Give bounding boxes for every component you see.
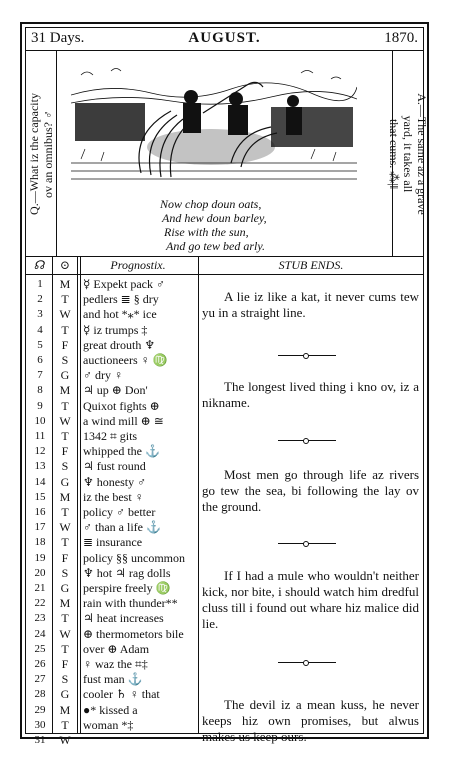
day-number: 26 — [34, 658, 46, 670]
day-number: 17 — [34, 521, 46, 534]
harvest-woodcut-image — [71, 63, 357, 183]
day-number: 18 — [34, 536, 46, 549]
day-number: 1 — [37, 278, 43, 290]
day-number: 27 — [34, 673, 46, 686]
day-letter: F — [61, 337, 69, 352]
day-number: 19 — [34, 551, 46, 564]
day-number: 22 — [34, 597, 46, 610]
day-number: 5 — [37, 338, 43, 351]
day-number: 12 — [34, 445, 46, 458]
table-row — [26, 338, 198, 353]
verse-line: Rise with the sun, — [164, 225, 249, 239]
day-letter: W — [59, 413, 71, 428]
prognostix-text: policy §§ uncommon — [83, 550, 185, 565]
answer-sidebar — [387, 51, 429, 256]
day-number: 31 — [34, 734, 46, 746]
prognostix-text: ☿ iz trumps ‡ — [83, 322, 148, 337]
table-row — [26, 323, 198, 338]
table-row — [26, 475, 198, 490]
prognostix-text: ♂ dry ♀ — [83, 368, 123, 383]
prognostix-text: whipped the ⚓ — [83, 444, 160, 459]
prognostix-text: ≣ insurance — [83, 535, 143, 550]
table-row — [26, 307, 198, 322]
day-number: 20 — [34, 566, 46, 579]
day-number: 13 — [34, 460, 46, 473]
prognostix-text: ♃ fust round — [83, 459, 146, 474]
table-row — [26, 566, 198, 581]
day-letter: W — [59, 520, 71, 535]
prognostix-text: ●* kissed a — [83, 702, 138, 717]
table-row — [26, 277, 198, 292]
prognostix-text: perspire freely ♍ — [83, 581, 171, 595]
answer-line-2: yard, it takes all — [401, 115, 415, 192]
table-row — [26, 444, 198, 459]
stub-paragraph: If I had a mule who wouldn't neither kick, nor bite, i should watch him dredful cluss till i found out whare hiz malice did lie. — [202, 568, 419, 631]
prognostix-text: and hot *⁎* ice — [83, 307, 157, 322]
page-frame — [25, 27, 429, 747]
table-row — [26, 687, 198, 702]
prognostix-text: auctioneers ♀ ♍ — [83, 353, 168, 367]
prognostix-text: fust man ⚓ — [83, 672, 143, 687]
ornament-divider — [278, 440, 336, 441]
day-letter: M — [59, 383, 71, 398]
day-number: 15 — [34, 490, 46, 503]
question-text — [27, 93, 55, 215]
day-letter: W — [59, 626, 71, 641]
prognostix-text: great drouth ♆ — [83, 337, 156, 352]
prognostix-text: ⊕ thermometors bile — [83, 626, 184, 641]
prognostix-text: ♂ than a life ⚓ — [83, 520, 161, 535]
answer-text — [387, 93, 429, 215]
table-row — [26, 368, 198, 383]
day-letter: T — [61, 398, 69, 413]
table-row — [26, 429, 198, 444]
table-row — [26, 642, 198, 657]
node-column-header: ☊ — [26, 257, 52, 275]
day-letter: T — [61, 641, 69, 656]
table-row — [26, 520, 198, 535]
calendar-table — [26, 257, 423, 747]
table-row — [26, 490, 198, 505]
stub-paragraph: Most men go through life az rivers go tew the sea, bi following the lay ov the ground. — [202, 467, 419, 514]
prognostix-text: ♃ up ⊕ Don' — [83, 383, 148, 398]
day-number: 14 — [34, 475, 46, 488]
table-row — [26, 292, 198, 307]
stub-paragraph: A lie iz like a kat, it never cums tew yu in a straight line. — [202, 289, 419, 320]
day-letter: G — [60, 368, 70, 383]
table-row — [26, 551, 198, 566]
sun-column-header: ⊙ — [53, 257, 77, 275]
day-number: 3 — [37, 308, 43, 321]
table-row — [26, 535, 198, 550]
prognostix-text: over ⊕ Adam — [83, 641, 150, 656]
day-letter: F — [61, 444, 69, 459]
table-row — [26, 383, 198, 398]
day-letter: S — [61, 459, 69, 474]
day-letter: S — [61, 353, 69, 367]
day-number: 16 — [34, 506, 46, 518]
day-letter: F — [61, 657, 69, 671]
day-letter: T — [61, 429, 69, 443]
day-number: 2 — [37, 293, 43, 306]
prognostix-text: Quixot fights ⊕ — [83, 398, 160, 413]
answer-line-3: that cums. ⁂|‖ — [387, 118, 401, 189]
day-letter: F — [61, 550, 69, 565]
prognostix-text: ♃ heat increases — [83, 611, 164, 626]
table-row — [26, 353, 198, 368]
verse-line: And hew doun barley, — [162, 211, 267, 225]
question-line-1: Q.—What iz the capacity — [27, 92, 41, 215]
table-row — [26, 657, 198, 672]
day-number: 28 — [34, 688, 46, 701]
day-letter: T — [61, 292, 69, 307]
prognostix-text: ☿ Expekt pack ♂ — [83, 277, 166, 291]
table-row — [26, 414, 198, 429]
question-sidebar — [26, 51, 57, 256]
column-divider — [198, 257, 199, 733]
day-number: 4 — [37, 323, 43, 336]
day-letter: T — [61, 505, 69, 519]
day-letter: S — [61, 672, 69, 687]
table-row — [26, 733, 198, 748]
day-number: 24 — [34, 627, 46, 640]
stub-paragraph: The devil iz a mean kuss, he never keeps hiz own promises, but alwus makes us keep ours. — [202, 697, 419, 744]
days-count: 31 Days. — [31, 30, 85, 46]
prognostix-text: iz the best ♀ — [83, 489, 144, 504]
day-letter: G — [60, 581, 70, 595]
day-number: 21 — [34, 582, 46, 594]
prognostix-text: ♆ hot ♃ rag dolls — [83, 565, 171, 580]
day-number: 6 — [37, 354, 43, 366]
prognostix-text: woman *‡ — [83, 717, 134, 732]
prognostix-text: ♆ honesty ♂ — [83, 474, 147, 489]
table-row — [26, 399, 198, 414]
table-row — [26, 672, 198, 687]
stub-paragraph: The longest lived thing i kno ov, iz a nikname. — [202, 379, 419, 410]
table-row — [26, 459, 198, 474]
day-letter: W — [59, 733, 71, 747]
table-row — [26, 596, 198, 611]
day-number: 25 — [34, 642, 46, 655]
verse — [160, 197, 267, 253]
stub-ends-column-header: STUB ENDS. — [199, 257, 423, 275]
day-number: 11 — [34, 430, 46, 442]
day-letter: T — [61, 717, 69, 732]
table-row — [26, 627, 198, 642]
year: 1870. — [384, 30, 418, 46]
page-header — [26, 28, 423, 51]
prognostix-column-header: Prognostix. — [78, 257, 198, 275]
prognostix-text: 1342 ⌗ gits — [83, 429, 138, 443]
question-line-2: ov an omnibus? ♂ — [41, 109, 55, 198]
day-letter: M — [59, 489, 71, 504]
table-row — [26, 581, 198, 596]
day-letter: M — [59, 596, 71, 611]
day-number: 23 — [34, 612, 46, 625]
day-letter: M — [59, 277, 71, 291]
day-letter: G — [60, 474, 70, 489]
day-number: 8 — [37, 384, 43, 397]
prognostix-text: ♀ waz the ⌗‡ — [83, 657, 148, 671]
prognostix-text: rain with thunder** — [83, 596, 178, 611]
day-number: 30 — [34, 718, 46, 731]
ornament-divider — [278, 543, 336, 544]
prognostix-text: policy ♂ better — [83, 505, 156, 519]
ornament-divider — [278, 355, 336, 356]
day-letter: T — [61, 322, 69, 337]
prognostix-text: cooler ♄ ♀ that — [83, 687, 160, 702]
day-letter: T — [61, 611, 69, 626]
day-letter: M — [59, 702, 71, 717]
answer-line-1: A.—The same az a grave — [415, 92, 429, 215]
day-number: 7 — [37, 369, 43, 382]
almanac-page — [20, 22, 429, 747]
prognostix-text: pedlers ≣ § dry — [83, 292, 159, 307]
day-letter: G — [60, 687, 70, 702]
table-row — [26, 703, 198, 718]
verse-line: And go tew bed arly. — [166, 239, 265, 253]
month-title: AUGUST. — [188, 30, 261, 46]
day-number: 9 — [37, 399, 43, 412]
illustration-panel — [26, 51, 429, 257]
table-row — [26, 611, 198, 626]
table-row — [26, 505, 198, 520]
day-letter: S — [61, 565, 69, 580]
day-letter: T — [61, 535, 69, 550]
verse-line: Now chop doun oats, — [160, 197, 262, 211]
day-number: 10 — [34, 414, 46, 427]
ornament-divider — [278, 662, 336, 663]
prognostix-text: a wind mill ⊕ ≅ — [83, 413, 164, 428]
table-row — [26, 718, 198, 733]
day-letter: W — [59, 307, 71, 322]
day-number: 29 — [34, 703, 46, 716]
